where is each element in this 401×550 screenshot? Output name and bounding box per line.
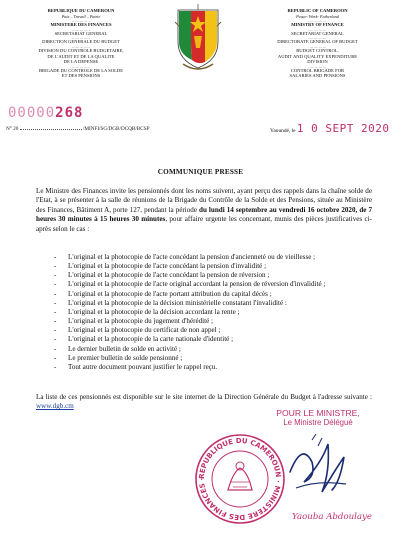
list-item: - L'original et la photocopie de l'acte concédant la pension d'ancienneté ou de vieillesse ; (54, 253, 374, 262)
signatory-name: Yaouba Abdoulaye (292, 512, 372, 522)
separator: .............. (71, 26, 91, 32)
list-item: - L'original et la photocopie de la carte nationale d'identité ; (54, 335, 374, 344)
official-seal-icon (193, 432, 287, 526)
brigade-fr-1: BRIGADE DU CONTROLE DE LA SOLDE (38, 67, 124, 73)
list-item: - L'original et la photocopie de l'acte portant attribution du capital décès ; (54, 290, 374, 299)
separator: .............. (308, 63, 327, 69)
country-en: REPUBLIC OF CAMEROON (287, 8, 348, 13)
svg-text:REPUBLIQUE DU CAMEROUN · MINIS (198, 437, 282, 521)
separator: .............. (71, 18, 91, 24)
list-item: - Tout autre document pouvant justifier le rappel reçu. (54, 363, 374, 372)
country-fr: REPUBLIQUE DU CAMEROUN (47, 8, 115, 13)
reference-prefix: N° 20 (6, 126, 19, 132)
division-en-3: DIVISION (307, 59, 328, 65)
date-place: Yaoundé, le (270, 128, 296, 134)
website-link[interactable]: www.dgb.cm (36, 402, 74, 411)
handwritten-signature-icon (282, 432, 352, 507)
separator: .............. (308, 43, 327, 49)
header-left (6, 8, 156, 79)
seal-text: REPUBLIQUE DU CAMEROUN · MINISTERE DES FINANCES · (197, 436, 283, 522)
separator: .............. (71, 63, 91, 69)
document-title: COMMUNIQUE PRESSE (157, 168, 244, 176)
secretariat-fr: SECRETARIAT GENERAL (54, 30, 108, 36)
division-en-2: AUDIT AND QUALITY EXPENDITURE (277, 53, 358, 59)
list-item: - L'original et la photocopie du certificat de non appel ; (54, 326, 374, 335)
minister-delegate: Le Ministre Délégué (283, 418, 353, 427)
ministry-en: MINISTRY OF FINANCE (291, 22, 344, 28)
footer-text: La liste de ces pensionnés est disponible sur le site internet de la Direction Générale du Budget à l'adresse suivante : (36, 393, 372, 401)
separator: .............. (71, 43, 91, 49)
for-minister: POUR LE MINISTRE, (276, 408, 360, 418)
division-en-1: BUDGET CONTROL, (296, 47, 339, 53)
intro-paragraph (36, 187, 372, 234)
coat-of-arms-icon (173, 2, 223, 74)
date-line (270, 122, 389, 135)
list-item: - L'original et la photocopie de l'acte original accordant la pension de réversion d'invalidité ; (54, 280, 374, 289)
division-fr-1: DIVISION DU CONTROLE BUDGETAIRE, (38, 47, 124, 53)
list-item: - Le premier bulletin de solde pensionné ; (54, 354, 374, 363)
separator: .............. (308, 18, 327, 24)
reference-suffix: /MINFI/SG/DGB/DCQB/BCSP (82, 126, 150, 132)
date-stamp: 1 0 SEPT 2020 (296, 122, 390, 135)
list-item: - L'original et la photocopie du jugement d'hérédité ; (54, 317, 374, 326)
separator: .............. (308, 35, 327, 41)
intro-part-1: Le Ministre des Finances invite les pensionnés dont les noms suivent, ayant perçu des rappels dans la chaîne solde de l'Etat, à se présenter à la salle de réunions de la Brigade du Contrôle de la Solde et des Pensions, située au Ministère des Finances, Bâtiment A, porte 127, pendant la période (36, 187, 372, 214)
ministry-fr: MINISTERE DES FINANCES (50, 22, 112, 28)
signature-heading (258, 408, 378, 428)
list-item: - L'original et la photocopie de l'acte concédant la pension d'invalidité ; (54, 262, 374, 271)
division-fr-2: DE L'AUDIT ET DE LA QUALITE (47, 53, 115, 59)
stamp-number-bold: 268 (55, 105, 84, 121)
intro-part-2: , pour affaire urgente les concernant, munis des pièces justificatives ci-après selon le cas : (36, 215, 372, 233)
registration-stamp-number (8, 105, 83, 121)
separator: .............. (308, 26, 327, 32)
motto-en: Peace- Work- Fatherland (296, 13, 339, 19)
brigade-fr-2: ET DES PENSIONS (61, 73, 101, 79)
list-item: - Le dernier bulletin de solde en activité ; (54, 345, 374, 354)
brigade-en-2: SALARIES AND PENSIONS (289, 73, 346, 79)
reference-blank (20, 129, 82, 130)
stamp-number-faint: 00000 (8, 105, 56, 121)
list-item: - L'original et la photocopie de la décision accordant la rente ; (54, 308, 374, 317)
documents-list (54, 253, 374, 372)
list-item: - L'original et la photocopie de la décision ministérielle constatant l'invalidité : (54, 299, 374, 308)
directorate-en: DIRECTORATE GENERAL OF BUDGET (277, 39, 358, 45)
list-item: - L'original et la photocopie de l'acte concédant la pension de réversion ; (54, 271, 374, 280)
brigade-en-1: CONTROL BRIGADE FOR (290, 67, 345, 73)
directorate-fr: DIRECTION GENERALE DU BUDGET (42, 39, 120, 45)
header-right (240, 8, 395, 79)
division-fr-3: DE LA DEPENSE (63, 59, 99, 65)
motto-fr: Paix – Travail – Patrie (61, 13, 101, 19)
reference-line (6, 126, 150, 132)
secretariat-en: SECRETARIAT GENERAL (291, 30, 344, 36)
separator: .............. (71, 35, 91, 41)
intro-period: du lundi 14 septembre au vendredi 16 octobre 2020, de 7 heures 30 minutes à 15 heures 30 minutes (36, 205, 372, 224)
